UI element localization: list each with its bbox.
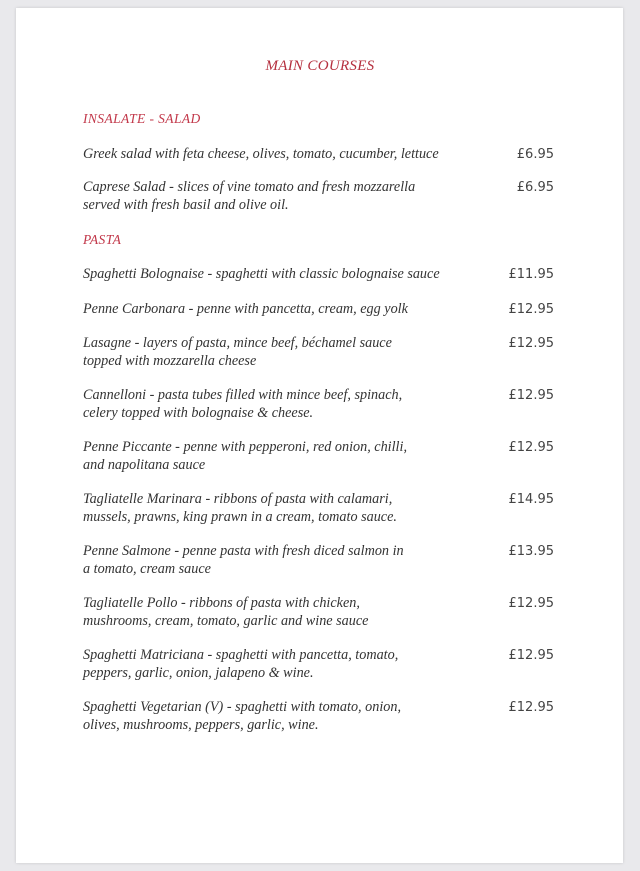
- section-heading: INSALATE - SALAD: [83, 111, 201, 126]
- menu-item-description: Tagliatelle Pollo - ribbons of pasta with chicken,: [83, 595, 360, 611]
- menu-item-description: topped with mozzarella cheese: [83, 352, 257, 369]
- menu-item-price: £13.95: [508, 544, 554, 559]
- menu-item: [83, 179, 554, 214]
- menu-item-price: £12.95: [508, 440, 554, 455]
- menu-item-description: Tagliatelle Marinara - ribbons of pasta with calamari,: [83, 491, 393, 507]
- menu-item-price: £6.95: [516, 147, 554, 162]
- menu-item-description: Lasagne - layers of pasta, mince beef, béchamel sauce: [83, 335, 392, 351]
- menu-item-description: Penne Salmone - penne pasta with fresh diced salmon in: [83, 543, 404, 559]
- menu-item: [83, 335, 554, 370]
- menu-item-description: olives, mushrooms, peppers, garlic, wine.: [83, 716, 319, 733]
- menu-item-description: peppers, garlic, onion, jalapeno & wine.: [83, 664, 314, 681]
- menu-item-description: and napolitana sauce: [83, 456, 206, 473]
- menu-item: [83, 491, 554, 526]
- menu-item-price: £14.95: [508, 492, 554, 507]
- menu-item-price: £12.95: [508, 388, 554, 403]
- menu-item-price: £12.95: [508, 648, 554, 663]
- page-title: MAIN COURSES: [265, 58, 375, 74]
- menu-item-price: £6.95: [516, 180, 554, 195]
- section-heading: PASTA: [83, 232, 122, 247]
- menu-item-description: a tomato, cream sauce: [83, 560, 211, 577]
- menu-item: [83, 439, 554, 474]
- menu-item: [83, 387, 554, 422]
- menu-item-description: Cannelloni - pasta tubes filled with mince beef, spinach,: [83, 387, 403, 403]
- menu-item: [83, 647, 554, 682]
- menu-item-price: £12.95: [508, 336, 554, 351]
- menu-item-description: Spaghetti Bolognaise - spaghetti with classic bolognaise sauce: [83, 266, 440, 282]
- menu-item-description: Spaghetti Vegetarian (V) - spaghetti with tomato, onion,: [83, 699, 402, 715]
- menu-item-description: celery topped with bolognaise & cheese.: [83, 404, 314, 421]
- menu-item-description: Penne Carbonara - penne with pancetta, cream, egg yolk: [83, 301, 408, 317]
- menu-item-price: £12.95: [508, 302, 554, 317]
- menu-item: [83, 266, 554, 284]
- menu-item: [83, 699, 554, 734]
- menu-page: [16, 8, 623, 863]
- menu-item-description: Spaghetti Matriciana - spaghetti with pancetta, tomato,: [83, 647, 399, 663]
- menu-item: [83, 595, 554, 630]
- menu-item-description: Penne Piccante - penne with pepperoni, red onion, chilli,: [83, 439, 407, 455]
- menu-item: [83, 543, 554, 578]
- menu-item: [83, 301, 554, 319]
- menu-item-price: £12.95: [508, 596, 554, 611]
- menu-item: [83, 146, 554, 164]
- menu-item-description: Greek salad with feta cheese, olives, tomato, cucumber, lettuce: [83, 146, 439, 162]
- menu-item-price: £12.95: [508, 700, 554, 715]
- menu-item-description: Caprese Salad - slices of vine tomato and fresh mozzarella: [83, 179, 416, 195]
- menu-item-price: £11.95: [508, 267, 554, 282]
- menu-item-description: mushrooms, cream, tomato, garlic and wine sauce: [83, 612, 369, 629]
- menu-item-description: served with fresh basil and olive oil.: [83, 196, 289, 213]
- menu-item-description: mussels, prawns, king prawn in a cream, tomato sauce.: [83, 508, 397, 525]
